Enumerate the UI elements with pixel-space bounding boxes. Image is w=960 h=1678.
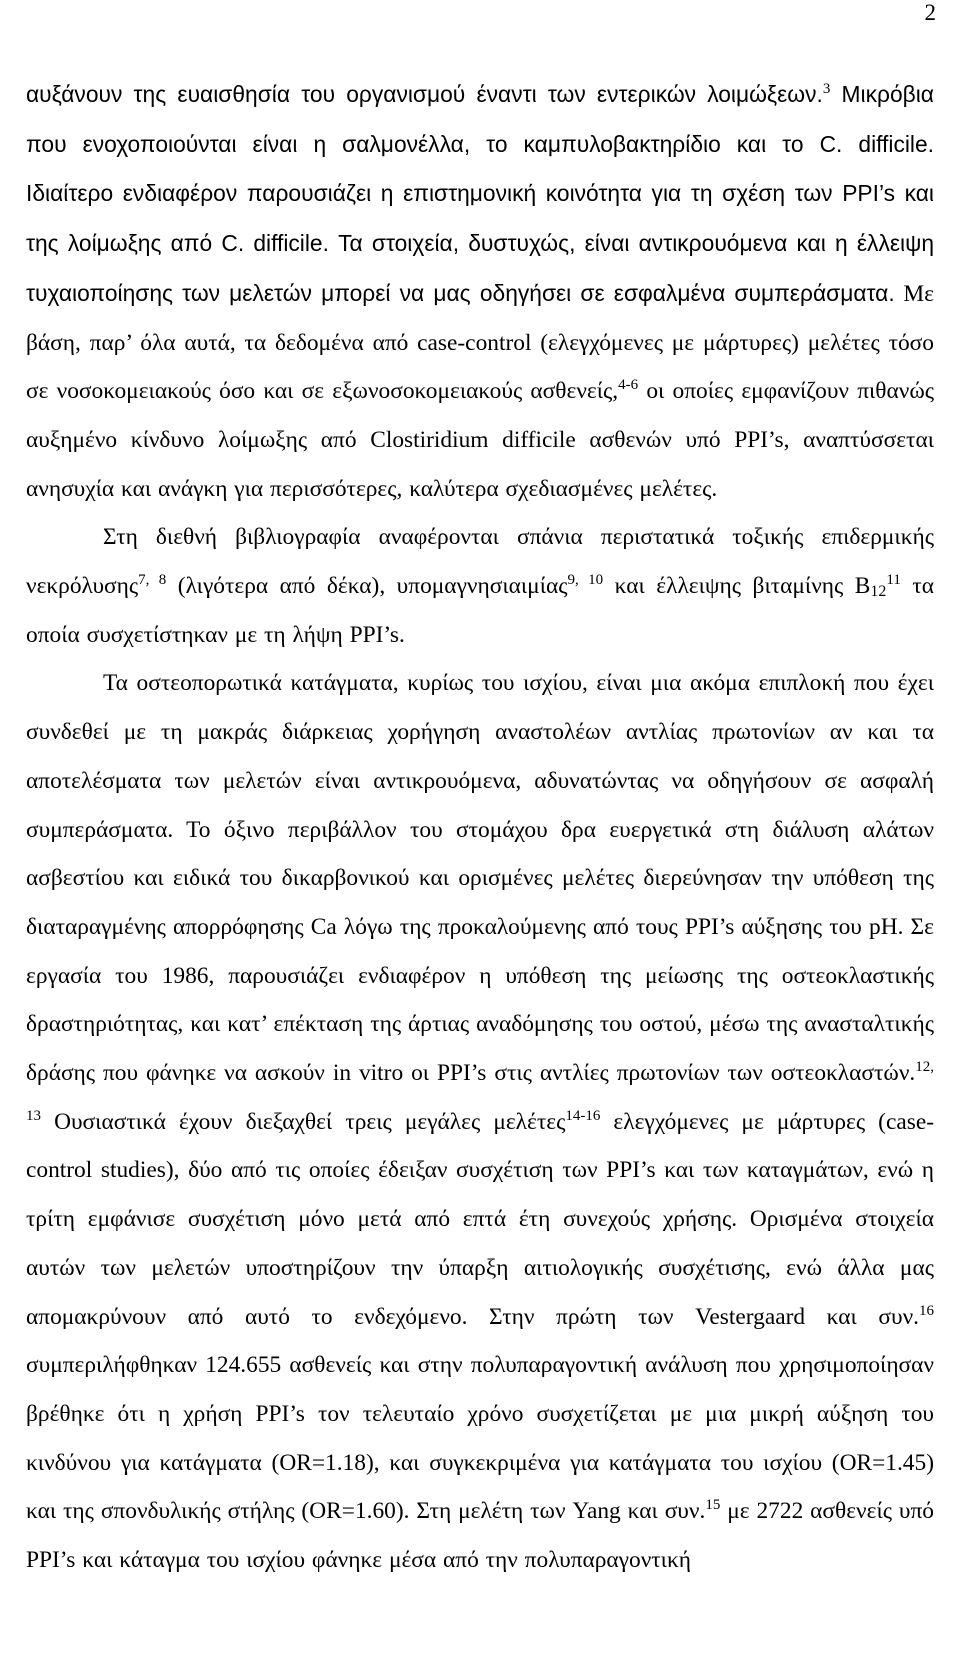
citation-superscript: 12, 13 xyxy=(26,1059,934,1124)
paragraph-text: συμπεριλήφθηκαν 124.655 ασθενείς και στην πολυπαραγοντική ανάλυση που χρησιμοποίησαν βρέθηκε ότι η χρήση PPI’s τον τελευταίο χρόνο συσχετίζεται με μια μικρή αύξηση του κινδύνου για κατάγματα (OR=1.18), και συγκεκριμένα για κατάγματα του ισχίου (OR=1.45) και της σπονδυλικής στήλης (OR=1.60). Στη μελέτη των Yang και συν. xyxy=(26,1352,934,1525)
paragraph-text: με 2722 ασθενείς υπό PPI’s και κάταγμα του ισχίου φάνηκε μέσα από την πολυπαραγοντική xyxy=(26,1498,934,1574)
citation-superscript: 11 xyxy=(886,572,901,589)
page-number: 2 xyxy=(924,0,936,25)
paragraph-text: Στη διεθνή βιβλιογραφία αναφέρονται σπάνια περιστατικά τοξικής επιδερμικής νεκρόλυσης xyxy=(26,524,934,600)
citation-superscript: 9, 10 xyxy=(567,572,604,589)
paragraph-text: Με βάση, παρ’ όλα αυτά, τα δεδομένα από case-control (ελεγχόμενες με μάρτυρες) μελέτες τόσο σε νοσοκομειακούς όσο και σε εξωνοσοκομειακούς ασθενείς, xyxy=(26,280,934,405)
paragraph-text: (λιγότερα από δέκα), υπομαγνησιαιμίας xyxy=(166,573,568,600)
citation-superscript: 16 xyxy=(919,1302,934,1319)
paragraph-fractures xyxy=(26,659,934,1584)
paragraph-text: ελεγχόμενες με μάρτυρες (case-control studies), δύο από τις οποίες έδειξαν συσχέτιση των PPI’s και των καταγμάτων, ενώ η τρίτη εμφάνισε συσχέτιση μόνο μετά από επτά έτη συνεχούς χρήσης. Ορισμένα στοιχεία αυτών των μελετών υποστηρίζουν την ύπαρξη αιτιολογικής συσχέτισης, ενώ άλλα μας απομακρύνουν από αυτό το ενδεχόμενο. Στην πρώτη των Vestergaard και συν. xyxy=(26,1108,935,1330)
paragraph-text: οι οποίες εμφανίζουν πιθανώς αυξημένο κίνδυνο λοίμωξης από Clostiridium difficile ασθενών υπό PPI’s, αναπτύσσεται ανησυχία και ανάγκη για περισσότερες, καλύτερα σχεδιασμένες μελέτες. xyxy=(26,378,934,502)
paragraph-text: αυξάνουν της ευαισθησία του οργανισμού έναντι των εντερικών λοιμώξεων. xyxy=(26,81,823,107)
citation-superscript: 14-16 xyxy=(565,1107,601,1124)
citation-superscript: 7, 8 xyxy=(138,572,167,589)
citation-superscript: 3 xyxy=(822,81,831,97)
paragraph-infections xyxy=(26,70,934,513)
paragraph-text: Μικρόβια που ενοχοποιούνται είναι η σαλμονέλλα, το καμπυλοβακτηρίδιο και το C. difficile. Ιδιαίτερο ενδιαφέρον παρουσιάζει η επιστημονική κοινότητα για τη σχέση των PPI’s και της λοίμωξης από C. difficile. Τα στοιχεία, δυστυχώς, είναι αντικρουόμενα και η έλλειψη τυχαιοποίησης των μελετών μπορεί να μας οδηγήσει σε εσφαλμένα συμπεράσματα. xyxy=(26,81,934,306)
citation-superscript: 15 xyxy=(705,1497,721,1514)
paragraph-text: τα οποία συσχετίστηκαν με τη λήψη PPI’s. xyxy=(26,573,934,648)
citation-superscript: 4-6 xyxy=(618,377,639,394)
paragraph-rare-cases xyxy=(26,513,934,659)
document-body xyxy=(26,70,934,1585)
paragraph-text: και έλλειψης βιταμίνης Β xyxy=(603,573,871,600)
subscript: 12 xyxy=(870,583,887,601)
paragraph-text: Τα οστεοπορωτικά κατάγματα, κυρίως του ισχίου, είναι μια ακόμα επιπλοκή που έχει συνδεθεί με τη μακράς διάρκειας χορήγηση αναστολέων αντλίας πρωτονίων αν και τα αποτελέσματα των μελετών είναι αντικρουόμενα, αδυνατώντας να οδηγήσουν σε ασφαλή συμπεράσματα. Το όξινο περιβάλλον του στομάχου δρα ευεργετικά στη διάλυση αλάτων ασβεστίου και ειδικά του δικαρβονικού και ορισμένες μελέτες διερεύνησαν την υπόθεση της διαταραγμένης απορρόφησης Ca λόγω της προκαλούμενης από τους PPI’s αύξησης του pH. Σε εργασία του 1986, παρουσιάζει ενδιαφέρον η υπόθεση της μείωσης της οστεοκλαστικής δραστηριότητας, και κατ’ επέκταση της άρτιας αναδόμησης του οστού, μέσω της ανασταλτικής δράσης που φάνηκε να ασκούν in vitro οι PPI’s στις αντλίες πρωτονίων των οστεοκλαστών. xyxy=(26,670,934,1087)
paragraph-text: Ουσιαστικά έχουν διεξαχθεί τρεις μεγάλες μελέτες xyxy=(41,1108,566,1135)
